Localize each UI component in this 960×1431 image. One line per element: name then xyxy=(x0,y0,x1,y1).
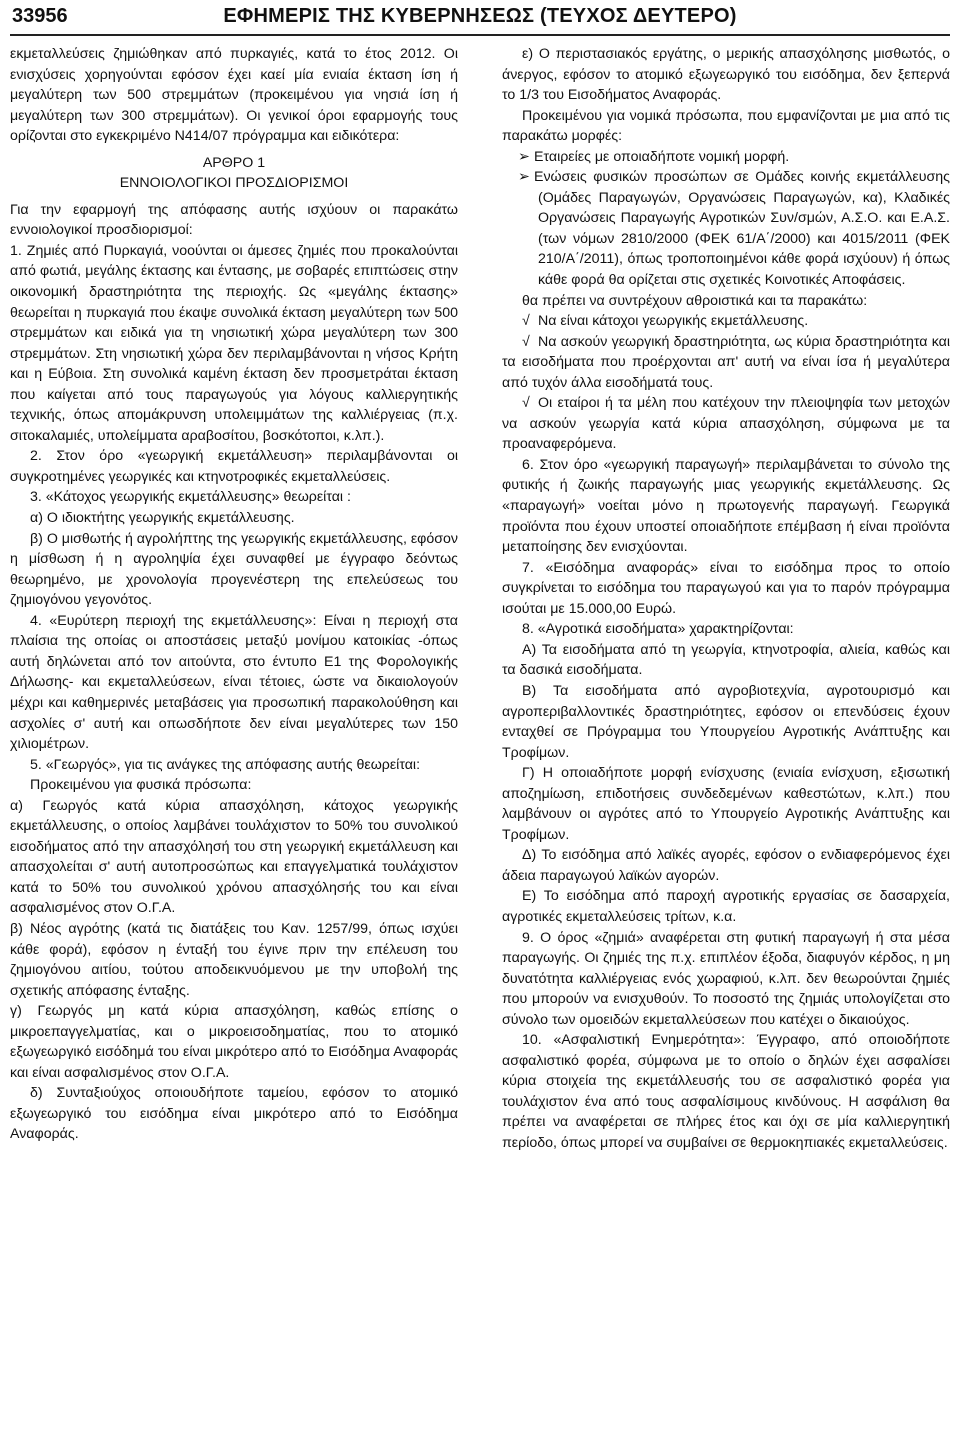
definition-item: δ) Συνταξιούχος οποιουδήποτε ταμείου, εφόσον το ατομικό εξωγεωργικό του εισόδημα είναι μικρότερο από το Εισόδημα Αναφοράς. xyxy=(10,1085,458,1143)
left-column xyxy=(10,44,458,1145)
definition-paragraph: 9. Ο όρος «ζημιά» αναφέρεται στη φυτική παραγωγή ή στα μέσα παραγωγής. Οι ζημιές της π.χ. επιπλέον έξοδα, διαφυγόν κέρδος, η μη δυνατότητα καλλιέργειας ενός χωραφιού, κ.λπ. δεν θεωρούνται ζημιές που μπορούν να ενισχυθούν. Το ποσοστό της ζημιάς υπολογίζεται στο σύνολο των ομοειδών εκμεταλλεύσεων που κατέχει ο δικαιούχος. xyxy=(502,929,950,1028)
check-item xyxy=(502,311,950,332)
check-item xyxy=(502,393,950,455)
article-heading: ΑΡΘΡΟ 1 xyxy=(202,154,266,171)
definition-item: γ) Γεωργός μη κατά κύρια απασχόληση, καθώς επίσης ο μικροεπαγγελματίας, και ο μικροεισοδηματίας, που το ατομικό εξωγεωργικό εισόδημά του είναι μικρότερο από το Εισόδημα Αναφοράς και είναι ασφαλισμένος στον Ο.Γ.Α. xyxy=(10,1003,458,1081)
definition-paragraph: 5. «Γεωργός», για τις ανάγκες της απόφασης αυτής θεωρείται: xyxy=(30,756,421,773)
definition-item: α) Ο ιδιοκτήτης γεωργικής εκμετάλλευσης. xyxy=(30,510,295,527)
definition-item: Ε) Το εισόδημα από παροχή αγροτικής εργασίας σε δασαρχεία, αγροτικές εκμεταλλεύσεις τρίτων, κ.α. xyxy=(502,888,950,925)
definition-paragraph: 8. «Αγροτικά εισοδήματα» χαρακτηρίζονται: xyxy=(522,621,794,638)
definition-paragraph: 6. Στον όρο «γεωργική παραγωγή» περιλαμβάνεται το σύνολο της φυτικής ή ζωικής παραγωγής μιας γεωργικής εκμετάλλευσης. Ως «παραγωγή» νοείται μόνο η πρωτογενής παραγωγή. Γεωργικά προϊόντα που έχουν υποστεί οποιαδήποτε επέμβαση ή είναι προϊόντα μεταποίησης δεν ενισχύονται. xyxy=(502,456,950,556)
definition-paragraph: 7. «Εισόδημα αναφοράς» είναι το εισόδημα προς το οποίο συγκρίνεται το εισόδημα του παραγωγού και για το παρόν πρόγραμμα ισούται με 15.000,00 Ευρώ. xyxy=(502,559,950,617)
paragraph: Προκειμένου για φυσικά πρόσωπα: xyxy=(30,777,252,794)
page-header xyxy=(0,0,960,36)
definition-paragraph: 4. «Ευρύτερη περιοχή της εκμετάλλευσης»: Είναι η περιοχή στα πλαίσια της οποίας οι αποστάσεις μεταξύ μονίμου κατοικίας -όπως αυτή δηλώνεται από τον αιτούντα, στο έντυπο Ε1 της Φορολογικής Δήλωσης- και εκμεταλλεύσεων, είναι τέτοιες, ώστε να δικαιολογούν μέχρι και καθημερινές μεταβάσεις για προσωπική παρακολούθηση και ασχολίες σ' αυτή και οπωσδήποτε δεν είναι μεγαλύτερες των 150 χιλιομέτρων. xyxy=(10,612,458,753)
paragraph: Για την εφαρμογή της απόφασης αυτής ισχύουν οι παρακάτω εννοιολογικοί προσδιορισμοί: xyxy=(10,201,458,239)
definition-item: Δ) Το εισόδημα από λαϊκές αγορές, εφόσον ο ενδιαφερόμενος έχει άδεια παραγωγού λαϊκών αγορών. xyxy=(502,847,950,884)
right-column xyxy=(502,44,950,1154)
arrow-bullet-icon: ➢ xyxy=(518,169,530,186)
header-rule xyxy=(10,34,950,36)
bullet-text: Εταιρείες με οποιαδήποτε νομική μορφή. xyxy=(534,148,790,165)
definition-item: Α) Τα εισοδήματα από τη γεωργία, κτηνοτροφία, αλιεία, καθώς και τα δασικά εισοδήματα. xyxy=(502,641,950,679)
bullet-item xyxy=(502,147,950,168)
bullet-text: Ενώσεις φυσικών προσώπων σε Ομάδες κοινής εκμετάλλευσης (Ομάδες Παραγωγών, Οργανώσεις Παραγωγών, κα), Κλαδικές Οργανώσεις Παραγωγής Αγροτικών Συν/σμών, Α.Σ.Ο. και Ε.Α.Σ. (των νόμων 2810/2000 (ΦΕΚ 61/Α΄/2000) και 4015/2011 (ΦΕΚ 210/Α΄/2011), όπως τροποποιημένοι κάθε φορά ισχύουν) ή όπως κάθε φορά θα ορίζεται στις σχετικές Κοινοτικές Αποφάσεις. xyxy=(534,169,950,289)
definition-paragraph: 3. «Κάτοχος γεωργικής εκμετάλλευσης» θεωρείται : xyxy=(30,489,351,506)
definition-paragraph: 2. Στον όρο «γεωργική εκμετάλλευση» περιλαμβάνονται οι συγκροτημένες γεωργικές και κτηνοτροφικές εκμεταλλεύσεις. xyxy=(10,448,458,485)
definition-item: Β) Τα εισοδήματα από αγροβιοτεχνία, αγροτουρισμό και αγροπεριβαλλοντικές δραστηριότητες, εφόσον οι επενδύσεις έχουν ενταχθεί σε Πρόγραμμα του Υπουργείου Αγροτικής Ανάπτυξης και Τροφίμων. xyxy=(502,682,950,761)
definition-paragraph: 10. «Ασφαλιστική Ενημερότητα»: Έγγραφο, από οποιοδήποτε ασφαλιστικό φορέα, σύμφωνα με το οποίο ο δηλών έχει ασφαλίσει κύρια στοιχεία της εκμετάλλευσής του σε ασφαλιστικό φορέα για τουλάχιστον ένα από τους ασφαλίσιμους κινδύνους. Η ασφάλιση θα πρέπει να αναφέρεται σε πλήρες έτος και όχι σε μία καλλιεργητική περίοδο, όπως μπορεί να συμβαίνει σε θερμοκηπιακές εκμεταλλεύσεις. xyxy=(502,1032,950,1151)
check-item xyxy=(502,332,950,394)
definition-item: β) Ο μισθωτής ή αγρολήπτης της γεωργικής εκμετάλλευσης, εφόσον η μίσθωση ή η αγροληψία έχει συναφθεί με έγγραφο δεόντως θεωρημένο, με χρονολογία προγενέστερη της επελεύσεως του ζημιογόνου γεγονότος. xyxy=(10,530,458,609)
definition-item: β) Νέος αγρότης (κατά τις διατάξεις του Καν. 1257/99, όπως ισχύει κάθε φορά), εφόσον η ένταξή του έγινε πριν την επέλευση του ζημιογόνου αιτίου, τούτου αποδεικνυόμενου με την υποβολή της σχετικής απόφασης ένταξης. xyxy=(10,920,458,999)
bullet-item xyxy=(502,167,950,290)
check-text: Οι εταίροι ή τα μέλη που κατέχουν την πλειοψηφία των μετοχών να ασκούν γεωργία κατά κύρια απασχόληση, σύμφωνα με τα προαναφερόμενα. xyxy=(502,395,950,453)
check-mark-icon: √ xyxy=(522,333,530,350)
arrow-bullet-icon: ➢ xyxy=(518,148,530,165)
check-text: Να είναι κάτοχοι γεωργικής εκμετάλλευσης. xyxy=(538,313,809,330)
definition-paragraph: 1. Ζημιές από Πυρκαγιά, νοούνται οι άμεσες ζημιές που προκαλούνται από φωτιά, μεγάλης έκτασης και έντασης, με σοβαρές επιπτώσεις στην οικονομική δραστηριότητα της περιοχής. Ως «μεγάλης έκτασης» θεωρείται η πυρκαγιά που έκαψε συνολικά έκταση μεγαλύτερη των 500 στρεμμάτων και ειδικά για τη νησιωτική χώρα μεγαλύτερη των 300 στρεμμάτων. Στη νησιωτική χώρα δεν περιλαμβάνονται η νήσος Κρήτη και η Εύβοια. Στη συνολικά καμένη έκταση δεν προσμετράται έκταση που καίγεται από τους παραγωγούς για λόγους καλλιεργητικής τεχνικής, όπως απομάκρυνση υπολειμμάτων της καλλιέργειας (π.χ. σιτοκαλαμιές, υπολείμματα αραβοσίτου, βοσκότοποι, κ.λπ.). xyxy=(10,242,458,444)
check-mark-icon: √ xyxy=(522,395,530,412)
paragraph: εκμεταλλεύσεις ζημιώθηκαν από πυρκαγιές, κατά το έτος 2012. Οι ενισχύσεις χορηγούνται εφόσον έχει καεί μία ενιαία έκταση ίση ή μεγαλύτερη των 500 στρεμμάτων (προκειμένου για νησιά ίση ή μεγαλύτερη των 300 στρεμμάτων). Οι γενικοί όροι εφαρμογής τους ορίζονται στο εγκεκριμένο Ν414/07 πρόγραμμα και ειδικότερα: xyxy=(10,46,458,145)
gazette-title: ΕΦΗΜΕΡΙΣ ΤΗΣ ΚΥΒΕΡΝΗΣΕΩΣ (ΤΕΥΧΟΣ ΔΕΥΤΕΡΟ) xyxy=(223,5,737,27)
paragraph: θα πρέπει να συντρέχουν αθροιστικά και τα παρακάτω: xyxy=(522,292,868,309)
page-number: 33956 xyxy=(12,5,68,27)
definition-item: ε) Ο περιστασιακός εργάτης, ο μερικής απασχόλησης μισθωτός, ο άνεργος, εφόσον το ατομικό εξωγεωργικό του εισόδημα, δεν ξεπερνά το 1/3 του Εισοδήματος Αναφοράς. xyxy=(502,46,950,104)
check-mark-icon: √ xyxy=(522,313,530,330)
article-title: ΕΝΝΟΙΟΛΟΓΙΚΟΙ ΠΡΟΣΔΙΟΡΙΣΜΟΙ xyxy=(119,175,349,192)
definition-item: α) Γεωργός κατά κύρια απασχόληση, κάτοχος γεωργικής εκμετάλλευσης, ο οποίος λαμβάνει τουλάχιστον το 50% του συνολικού εισοδήματος από την απασχόλησή του στη γεωργική εκμετάλλευση και απασχολείται σ' αυτή αυτοπροσώπως και επαγγελματικά τουλάχιστον κατά το 50% του συνολικού χρόνου απασχόλησής του και είναι ασφαλισμένος στον Ο.Γ.Α. xyxy=(10,797,458,917)
definition-item: Γ) Η οποιαδήποτε μορφή ενίσχυσης (ενιαία ενίσχυση, εξισωτική αποζημίωση, επιδοτήσεις συνδεδεμένων καθεστώτων, κ.λπ.) που λαμβάνουν οι αγρότες από το Υπουργείο Αγροτικής Ανάπτυξης και Τροφίμων. xyxy=(502,765,950,843)
paragraph: Προκειμένου για νομικά πρόσωπα, που εμφανίζονται με μια από τις παρακάτω μορφές: xyxy=(502,107,950,145)
check-text: Να ασκούν γεωργική δραστηριότητα, ως κύρια δραστηριότητα και τα εισοδήματα που προέρχονται απ' αυτή να είναι ίσα ή μεγαλύτερα από τυχόν άλλα εισοδήματά τους. xyxy=(502,333,950,391)
